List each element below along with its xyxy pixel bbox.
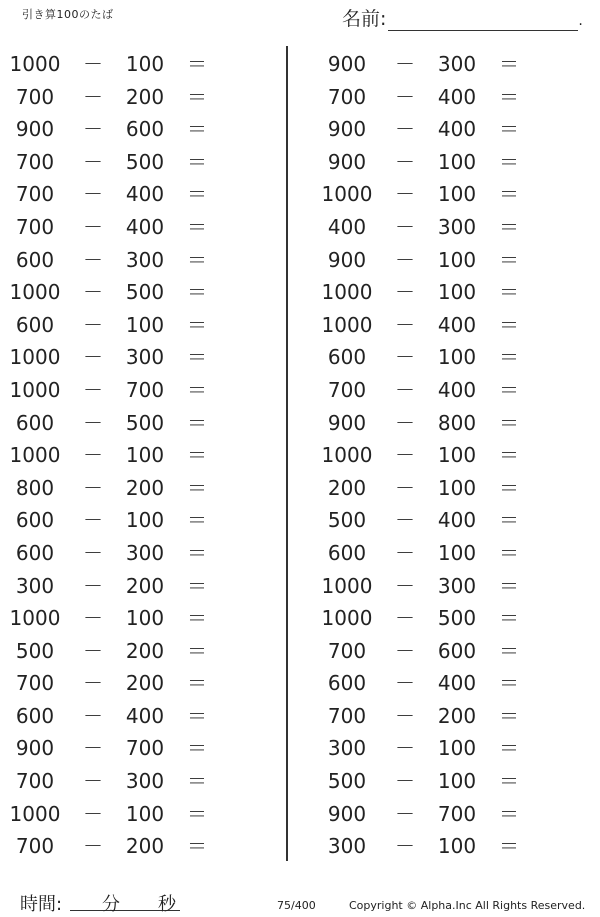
minuend: 1000 <box>9 377 61 402</box>
minuend: 600 <box>15 247 55 272</box>
equals-sign: ＝ <box>187 573 207 598</box>
minus-sign: － <box>83 769 103 794</box>
problem-row <box>0 635 270 668</box>
minuend: 1000 <box>9 52 61 76</box>
minus-sign: － <box>395 736 415 761</box>
subtrahend: 700 <box>125 736 165 761</box>
minus-sign: － <box>395 769 415 794</box>
equals-sign: ＝ <box>499 247 519 272</box>
minuend: 900 <box>327 117 367 142</box>
problem-row <box>312 244 582 277</box>
minus-sign: － <box>83 410 103 435</box>
equals-sign: ＝ <box>499 475 519 500</box>
problem-row <box>312 178 582 211</box>
copyright: Copyright © Alpha.Inc All Rights Reserved. <box>349 899 586 912</box>
problem-row <box>0 798 270 831</box>
problem-row <box>312 309 582 342</box>
minuend: 700 <box>15 671 55 696</box>
subtrahend: 100 <box>125 443 165 468</box>
equals-sign: ＝ <box>187 280 207 305</box>
problem-row <box>0 276 270 309</box>
minus-sign: － <box>395 52 415 76</box>
minus-sign: － <box>395 182 415 207</box>
minuend: 300 <box>15 573 55 598</box>
subtrahend: 800 <box>437 410 477 435</box>
minuend: 500 <box>15 638 55 663</box>
equals-sign: ＝ <box>499 834 519 859</box>
problem-row <box>312 341 582 374</box>
minuend: 900 <box>327 247 367 272</box>
problem-row <box>312 81 582 114</box>
equals-sign: ＝ <box>499 182 519 207</box>
problem-row <box>312 537 582 570</box>
minus-sign: － <box>83 84 103 109</box>
equals-sign: ＝ <box>187 769 207 794</box>
minuend: 900 <box>15 736 55 761</box>
subtrahend: 200 <box>125 671 165 696</box>
equals-sign: ＝ <box>187 345 207 370</box>
subtrahend: 300 <box>125 345 165 370</box>
minuend: 900 <box>15 117 55 142</box>
minus-sign: － <box>83 443 103 468</box>
worksheet-title: 引き算100のたば <box>22 8 114 21</box>
problem-row <box>0 765 270 798</box>
minus-sign: － <box>395 345 415 370</box>
problem-row <box>0 732 270 765</box>
problem-row <box>0 439 270 472</box>
minus-sign: － <box>395 475 415 500</box>
minus-sign: － <box>395 149 415 174</box>
name-dot: . <box>578 13 583 29</box>
minus-sign: － <box>395 214 415 239</box>
minuend: 800 <box>15 475 55 500</box>
equals-sign: ＝ <box>499 377 519 402</box>
equals-sign: ＝ <box>499 703 519 728</box>
problem-row <box>0 341 270 374</box>
subtrahend: 400 <box>437 671 477 696</box>
equals-sign: ＝ <box>187 801 207 826</box>
subtrahend: 400 <box>437 312 477 337</box>
problem-row <box>0 830 270 863</box>
equals-sign: ＝ <box>187 312 207 337</box>
minuend: 900 <box>327 801 367 826</box>
problem-row <box>0 504 270 537</box>
problem-row <box>312 472 582 505</box>
problem-row <box>0 537 270 570</box>
problem-row <box>0 146 270 179</box>
minuend: 1000 <box>9 345 61 370</box>
problem-row <box>312 439 582 472</box>
minus-sign: － <box>83 52 103 76</box>
subtrahend: 500 <box>437 606 477 631</box>
minuend: 600 <box>15 410 55 435</box>
minuend: 600 <box>327 671 367 696</box>
minus-sign: － <box>83 540 103 565</box>
equals-sign: ＝ <box>187 703 207 728</box>
subtrahend: 100 <box>437 769 477 794</box>
subtrahend: 100 <box>437 149 477 174</box>
minus-sign: － <box>395 280 415 305</box>
subtrahend: 100 <box>437 280 477 305</box>
minuend: 600 <box>15 312 55 337</box>
equals-sign: ＝ <box>187 377 207 402</box>
subtrahend: 300 <box>437 52 477 76</box>
equals-sign: ＝ <box>499 443 519 468</box>
equals-sign: ＝ <box>187 540 207 565</box>
subtrahend: 200 <box>125 638 165 663</box>
equals-sign: ＝ <box>187 508 207 533</box>
equals-sign: ＝ <box>499 638 519 663</box>
problem-row <box>312 374 582 407</box>
equals-sign: ＝ <box>499 801 519 826</box>
subtrahend: 500 <box>125 410 165 435</box>
minuend: 1000 <box>9 801 61 826</box>
problem-row <box>312 765 582 798</box>
equals-sign: ＝ <box>187 84 207 109</box>
subtrahend: 200 <box>125 475 165 500</box>
minuend: 600 <box>15 703 55 728</box>
equals-sign: ＝ <box>499 671 519 696</box>
equals-sign: ＝ <box>187 117 207 142</box>
subtrahend: 400 <box>125 703 165 728</box>
equals-sign: ＝ <box>187 736 207 761</box>
problem-row <box>312 407 582 440</box>
equals-sign: ＝ <box>187 247 207 272</box>
right-problem-column <box>312 48 582 863</box>
problem-row <box>312 830 582 863</box>
equals-sign: ＝ <box>499 149 519 174</box>
subtrahend: 600 <box>437 638 477 663</box>
equals-sign: ＝ <box>499 117 519 142</box>
subtrahend: 100 <box>125 606 165 631</box>
minus-sign: － <box>83 280 103 305</box>
problem-row <box>0 178 270 211</box>
minuend: 700 <box>327 638 367 663</box>
problem-row <box>0 48 270 81</box>
minuend: 700 <box>327 377 367 402</box>
minuend: 300 <box>327 834 367 859</box>
minuend: 600 <box>327 345 367 370</box>
minuend: 1000 <box>321 280 373 305</box>
minuend: 600 <box>327 540 367 565</box>
minus-sign: － <box>395 443 415 468</box>
minuend: 700 <box>15 834 55 859</box>
subtrahend: 100 <box>437 345 477 370</box>
equals-sign: ＝ <box>187 834 207 859</box>
problem-row <box>0 309 270 342</box>
minuend: 700 <box>15 182 55 207</box>
problem-row <box>312 570 582 603</box>
name-blank-line[interactable] <box>388 10 578 31</box>
minus-sign: － <box>83 377 103 402</box>
subtrahend: 100 <box>437 475 477 500</box>
minus-sign: － <box>83 703 103 728</box>
subtrahend: 100 <box>437 443 477 468</box>
equals-sign: ＝ <box>187 671 207 696</box>
problem-row <box>0 700 270 733</box>
minus-sign: － <box>395 410 415 435</box>
subtrahend: 100 <box>125 52 165 76</box>
minus-sign: － <box>395 377 415 402</box>
minus-sign: － <box>83 247 103 272</box>
seconds-label: 秒 <box>158 894 176 915</box>
subtrahend: 500 <box>125 280 165 305</box>
problem-row <box>312 700 582 733</box>
minus-sign: － <box>83 801 103 826</box>
minus-sign: － <box>83 638 103 663</box>
minuend: 1000 <box>321 443 373 468</box>
subtrahend: 300 <box>437 573 477 598</box>
minus-sign: － <box>83 834 103 859</box>
minuend: 500 <box>327 508 367 533</box>
subtrahend: 400 <box>437 508 477 533</box>
subtrahend: 500 <box>125 149 165 174</box>
minuend: 600 <box>15 540 55 565</box>
problem-row <box>0 472 270 505</box>
minus-sign: － <box>83 149 103 174</box>
problem-row <box>312 48 582 81</box>
equals-sign: ＝ <box>499 508 519 533</box>
minus-sign: － <box>83 508 103 533</box>
problem-row <box>0 113 270 146</box>
left-problem-column <box>0 48 270 863</box>
name-label: 名前: <box>342 8 387 30</box>
subtrahend: 200 <box>125 573 165 598</box>
minus-sign: － <box>395 703 415 728</box>
subtrahend: 700 <box>437 801 477 826</box>
minuend: 700 <box>15 769 55 794</box>
subtrahend: 100 <box>125 508 165 533</box>
minuend: 900 <box>327 410 367 435</box>
minuend: 700 <box>327 84 367 109</box>
minuend: 1000 <box>9 280 61 305</box>
subtrahend: 100 <box>437 247 477 272</box>
equals-sign: ＝ <box>187 52 207 76</box>
problem-row <box>0 374 270 407</box>
minus-sign: － <box>395 508 415 533</box>
equals-sign: ＝ <box>499 606 519 631</box>
subtrahend: 200 <box>125 834 165 859</box>
subtrahend: 400 <box>125 214 165 239</box>
minus-sign: － <box>395 312 415 337</box>
minus-sign: － <box>83 671 103 696</box>
problem-row <box>312 635 582 668</box>
minus-sign: － <box>395 540 415 565</box>
problem-row <box>312 113 582 146</box>
equals-sign: ＝ <box>499 84 519 109</box>
subtrahend: 300 <box>125 540 165 565</box>
equals-sign: ＝ <box>499 345 519 370</box>
equals-sign: ＝ <box>187 443 207 468</box>
subtrahend: 300 <box>125 247 165 272</box>
subtrahend: 400 <box>437 84 477 109</box>
equals-sign: ＝ <box>499 540 519 565</box>
problem-row <box>312 504 582 537</box>
equals-sign: ＝ <box>187 606 207 631</box>
minus-sign: － <box>83 312 103 337</box>
subtrahend: 700 <box>125 377 165 402</box>
subtrahend: 400 <box>437 377 477 402</box>
minuend: 1000 <box>321 573 373 598</box>
equals-sign: ＝ <box>499 573 519 598</box>
time-label: 時間: <box>20 894 63 915</box>
subtrahend: 100 <box>437 182 477 207</box>
minus-sign: － <box>83 475 103 500</box>
minuend: 1000 <box>321 606 373 631</box>
subtrahend: 100 <box>437 540 477 565</box>
minus-sign: － <box>83 214 103 239</box>
minuend: 200 <box>327 475 367 500</box>
minus-sign: － <box>83 606 103 631</box>
minuend: 700 <box>15 214 55 239</box>
equals-sign: ＝ <box>187 214 207 239</box>
minus-sign: － <box>395 573 415 598</box>
minus-sign: － <box>83 117 103 142</box>
minus-sign: － <box>395 117 415 142</box>
problem-row <box>0 407 270 440</box>
subtrahend: 600 <box>125 117 165 142</box>
minus-sign: － <box>395 247 415 272</box>
equals-sign: ＝ <box>187 638 207 663</box>
subtrahend: 400 <box>437 117 477 142</box>
minus-sign: － <box>83 573 103 598</box>
equals-sign: ＝ <box>187 410 207 435</box>
subtrahend: 400 <box>125 182 165 207</box>
problem-row <box>0 244 270 277</box>
subtrahend: 200 <box>437 703 477 728</box>
minuend: 700 <box>327 703 367 728</box>
problem-row <box>0 81 270 114</box>
name-field[interactable] <box>342 4 583 31</box>
minuend: 1000 <box>9 443 61 468</box>
problem-row <box>312 276 582 309</box>
problem-row <box>312 667 582 700</box>
subtrahend: 300 <box>125 769 165 794</box>
minus-sign: － <box>395 606 415 631</box>
minuend: 500 <box>327 769 367 794</box>
minus-sign: － <box>83 345 103 370</box>
subtrahend: 100 <box>437 834 477 859</box>
minuend: 300 <box>327 736 367 761</box>
equals-sign: ＝ <box>499 736 519 761</box>
problem-row <box>312 732 582 765</box>
subtrahend: 100 <box>125 801 165 826</box>
minuend: 1000 <box>321 312 373 337</box>
subtrahend: 300 <box>437 214 477 239</box>
minus-sign: － <box>395 638 415 663</box>
minus-sign: － <box>395 84 415 109</box>
minuend: 700 <box>15 149 55 174</box>
minutes-label: 分 <box>102 894 120 915</box>
minus-sign: － <box>395 671 415 696</box>
minus-sign: － <box>83 182 103 207</box>
minuend: 600 <box>15 508 55 533</box>
subtrahend: 100 <box>437 736 477 761</box>
minus-sign: － <box>395 834 415 859</box>
equals-sign: ＝ <box>187 149 207 174</box>
minuend: 1000 <box>9 606 61 631</box>
equals-sign: ＝ <box>187 475 207 500</box>
problem-row <box>0 667 270 700</box>
problem-row <box>312 602 582 635</box>
problem-row <box>312 798 582 831</box>
equals-sign: ＝ <box>499 769 519 794</box>
equals-sign: ＝ <box>499 312 519 337</box>
minus-sign: － <box>83 736 103 761</box>
equals-sign: ＝ <box>499 214 519 239</box>
problem-row <box>312 211 582 244</box>
equals-sign: ＝ <box>499 280 519 305</box>
subtrahend: 200 <box>125 84 165 109</box>
problem-row <box>312 146 582 179</box>
minuend: 1000 <box>321 182 373 207</box>
problem-row <box>0 602 270 635</box>
column-divider <box>286 46 288 861</box>
problem-row <box>0 211 270 244</box>
minuend: 400 <box>327 214 367 239</box>
equals-sign: ＝ <box>187 182 207 207</box>
problem-row <box>0 570 270 603</box>
minuend: 900 <box>327 52 367 76</box>
minuend: 900 <box>327 149 367 174</box>
equals-sign: ＝ <box>499 52 519 76</box>
minus-sign: － <box>395 801 415 826</box>
page-number: 75/400 <box>277 899 316 912</box>
subtrahend: 100 <box>125 312 165 337</box>
equals-sign: ＝ <box>499 410 519 435</box>
minuend: 700 <box>15 84 55 109</box>
